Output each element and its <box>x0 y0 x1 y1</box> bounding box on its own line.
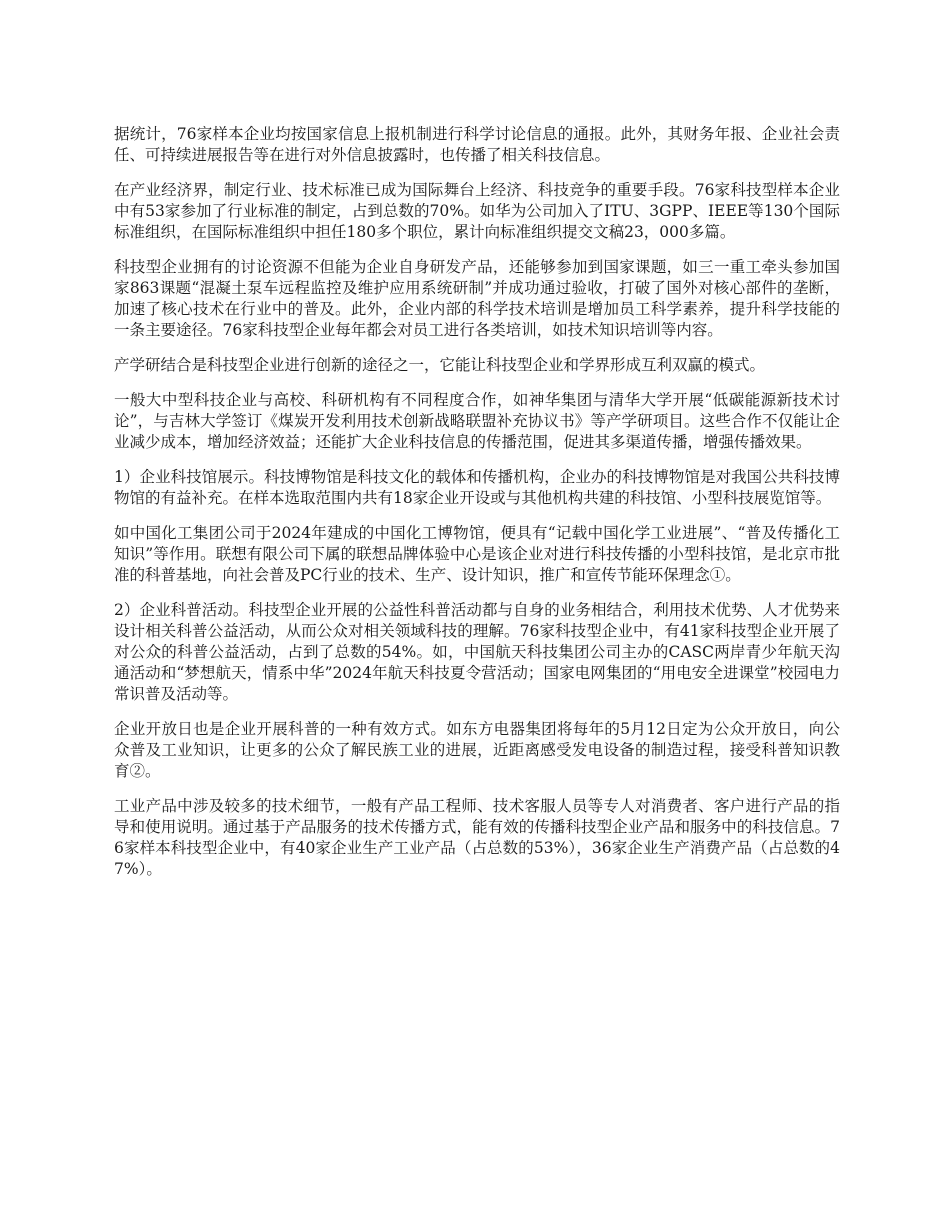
paragraph-open-day: 企业开放日也是企业开展科普的一种有效方式。如东方电器集团将每年的5月12日定为公众开放日，向公众普及工业知识，让更多的公众了解民族工业的进展，近距离感受发电设备的制造过程，接受科普知识教育②。 <box>114 720 840 780</box>
paragraph-research-resources: 科技型企业拥有的讨论资源不但能为企业自身研发产品，还能够参加到国家课题，如三一重工牵头参加国家863课题“混凝土泵车远程监控及维护应用系统研制”并成功通过验收，打破了国外对核心部件的垄断，加速了核心技术在行业中的普及。此外，企业内部的科学技术培训是增加员工科学素养，提升科学技能的一条主要途径。76家科技型企业每年都会对员工进行各类培训，如技术知识培训等内容。 <box>114 258 840 339</box>
paragraph-university-cooperation: 一般大中型科技企业与高校、科研机构有不同程度合作，如神华集团与清华大学开展“低碳能源新技术讨论”，与吉林大学签订《煤炭开发利用技术创新战略联盟补充协议书》等产学研项目。这些合作不仅能让企业减少成本，增加经济效益；还能扩大企业科技信息的传播范围，促进其多渠道传播，增强传播效果。 <box>114 391 840 451</box>
paragraph-science-museum: 1）企业科技馆展示。科技博物馆是科技文化的载体和传播机构，企业办的科技博物馆是对我国公共科技博物馆的有益补充。在样本选取范围内共有18家企业开设或与其他机构共建的科技馆、小型科技展览馆等。 <box>114 468 840 507</box>
paragraph-info-reporting: 据统计，76家样本企业均按国家信息上报机制进行科学讨论信息的通报。此外，其财务年报、企业社会责任、可持续进展报告等在进行对外信息披露时，也传播了相关科技信息。 <box>114 125 840 164</box>
paragraph-industry-standards: 在产业经济界，制定行业、技术标准已成为国际舞台上经济、科技竞争的重要手段。76家科技型样本企业中有53家参加了行业标准的制定，占到总数的70%。如华为公司加入了ITU、3GPP、IEEE等130个国际标准组织，在国际标准组织中担任180多个职位，累计向标准组织提交文稿23，000多篇。 <box>114 181 840 241</box>
paragraph-museum-examples: 如中国化工集团公司于2024年建成的中国化工博物馆，便具有“记载中国化学工业进展”、“普及传播化工知识”等作用。联想有限公司下属的联想品牌体验中心是该企业对进行科技传播的小型科技馆，是北京市批准的科普基地，向社会普及PC行业的技术、生产、设计知识，推广和宣传节能环保理念①。 <box>114 524 840 584</box>
paragraph-science-activities: 2）企业科普活动。科技型企业开展的公益性科普活动都与自身的业务相结合，利用技术优势、人才优势来设计相关科普公益活动，从而公众对相关领域科技的理解。76家科技型企业中，有41家科技型企业开展了对公众的科普公益活动，占到了总数的54%。如，中国航天科技集团公司主办的CASC两岸青少年航天沟通活动和“梦想航天，情系中华”2024年航天科技夏令营活动；国家电网集团的“用电安全进课堂”校园电力常识普及活动等。 <box>114 601 840 703</box>
document-body <box>114 124 840 894</box>
paragraph-product-service: 工业产品中涉及较多的技术细节，一般有产品工程师、技术客服人员等专人对消费者、客户进行产品的指导和使用说明。通过基于产品服务的技术传播方式，能有效的传播科技型企业产品和服务中的科技信息。76家样本科技型企业中，有40家企业生产工业产品（占总数的53%），36家企业生产消费产品（占总数的47%）。 <box>114 797 840 878</box>
paragraph-industry-academia: 产学研结合是科技型企业进行创新的途径之一，它能让科技型企业和学界形成互利双赢的模式。 <box>114 356 766 374</box>
